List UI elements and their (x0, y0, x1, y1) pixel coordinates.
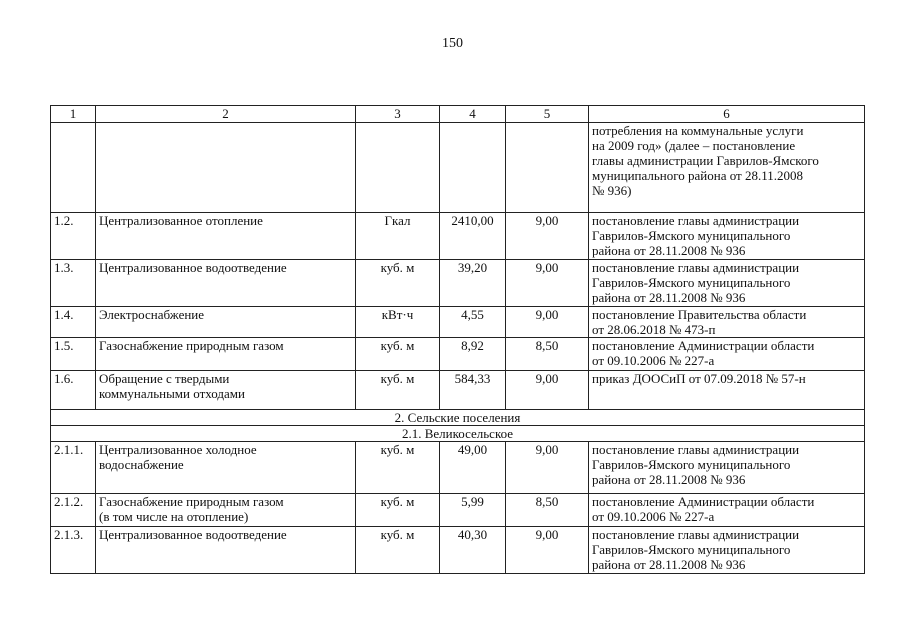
percent-cell: 9,00 (506, 527, 589, 574)
row-number-cell: 2.1.3. (51, 527, 96, 574)
table-row (51, 260, 865, 307)
unit-cell: куб. м (356, 527, 440, 574)
table-body (51, 123, 865, 574)
rate-cell: 8,92 (440, 338, 506, 371)
cell-line: Газоснабжение природным газом (99, 338, 284, 353)
cell-line: потребления на коммунальные услуги (592, 123, 804, 138)
rate-cell (440, 123, 506, 213)
cell-line: муниципального района от 28.11.2008 (592, 168, 804, 183)
cell-line: постановление Правительства области (592, 307, 807, 322)
cell-line: района от 28.11.2008 № 936 (592, 472, 746, 487)
document-cell (589, 307, 865, 338)
cell-line: Газоснабжение природным газом (99, 494, 284, 509)
document-cell (589, 260, 865, 307)
rate-cell: 49,00 (440, 442, 506, 494)
cell-line: Централизованное холодное (99, 442, 257, 457)
cell-line: постановление главы администрации (592, 442, 800, 457)
percent-cell: 8,50 (506, 338, 589, 371)
unit-cell: куб. м (356, 494, 440, 527)
percent-cell: 9,00 (506, 213, 589, 260)
document-cell (589, 371, 865, 410)
percent-cell (506, 123, 589, 213)
rate-cell: 2410,00 (440, 213, 506, 260)
cell-line: постановление главы администрации (592, 527, 800, 542)
section-row (51, 426, 865, 442)
cell-line: постановление главы администрации (592, 213, 800, 228)
cell-line: Гаврилов-Ямского муниципального (592, 457, 791, 472)
cell-line: от 09.10.2006 № 227-а (592, 353, 715, 368)
unit-cell: куб. м (356, 371, 440, 410)
header-cell: 1 (51, 106, 96, 123)
unit-cell: куб. м (356, 260, 440, 307)
document-cell (589, 527, 865, 574)
cell-line: № 936) (592, 183, 632, 198)
percent-cell: 9,00 (506, 442, 589, 494)
cell-line: коммунальными отходами (99, 386, 245, 401)
table-row (51, 123, 865, 213)
cell-line: от 09.10.2006 № 227-а (592, 509, 715, 524)
percent-cell: 9,00 (506, 371, 589, 410)
row-number-cell: 1.6. (51, 371, 96, 410)
unit-cell: кВт·ч (356, 307, 440, 338)
cell-line: постановление главы администрации (592, 260, 800, 275)
cell-line: постановление Администрации области (592, 494, 815, 509)
cell-line: постановление Администрации области (592, 338, 815, 353)
table-row (51, 213, 865, 260)
section-heading: 2. Сельские поселения (51, 410, 865, 426)
table-row (51, 338, 865, 371)
page-number: 150 (442, 36, 463, 51)
document-cell (589, 338, 865, 371)
cell-line: (в том числе на отопление) (99, 509, 249, 524)
percent-cell: 9,00 (506, 260, 589, 307)
header-cell: 6 (589, 106, 865, 123)
service-name-cell (96, 307, 356, 338)
header-row (51, 106, 865, 123)
cell-line: Централизованное водоотведение (99, 260, 287, 275)
section-row (51, 410, 865, 426)
cell-line: Централизованное водоотведение (99, 527, 287, 542)
percent-cell: 9,00 (506, 307, 589, 338)
cell-line: района от 28.11.2008 № 936 (592, 290, 746, 305)
row-number-cell: 1.2. (51, 213, 96, 260)
row-number-cell: 2.1.2. (51, 494, 96, 527)
row-number-cell: 1.4. (51, 307, 96, 338)
cell-line: района от 28.11.2008 № 936 (592, 243, 746, 258)
document-cell (589, 213, 865, 260)
cell-line: водоснабжение (99, 457, 184, 472)
cell-line: Обращение с твердыми (99, 371, 230, 386)
cell-line: приказ ДООСиП от 07.09.2018 № 57-н (592, 371, 806, 386)
service-name-cell (96, 338, 356, 371)
cell-line: Гаврилов-Ямского муниципального (592, 542, 791, 557)
document-cell (589, 494, 865, 527)
cell-line: Гаврилов-Ямского муниципального (592, 275, 791, 290)
row-number-cell: 2.1.1. (51, 442, 96, 494)
table-row (51, 371, 865, 410)
unit-cell (356, 123, 440, 213)
service-name-cell (96, 213, 356, 260)
header-cell: 2 (96, 106, 356, 123)
unit-cell: куб. м (356, 442, 440, 494)
rate-cell: 39,20 (440, 260, 506, 307)
service-name-cell (96, 527, 356, 574)
rate-cell: 584,33 (440, 371, 506, 410)
percent-cell: 8,50 (506, 494, 589, 527)
table-row (51, 527, 865, 574)
service-name-cell (96, 494, 356, 527)
header-cell: 3 (356, 106, 440, 123)
cell-line: на 2009 год» (далее – постановление (592, 138, 796, 153)
table-row (51, 307, 865, 338)
row-number-cell: 1.3. (51, 260, 96, 307)
rate-cell: 40,30 (440, 527, 506, 574)
section-heading: 2.1. Великосельское (51, 426, 865, 442)
cell-line: главы администрации Гаврилов-Ямского (592, 153, 819, 168)
rate-cell: 5,99 (440, 494, 506, 527)
unit-cell: Гкал (356, 213, 440, 260)
service-name-cell (96, 371, 356, 410)
document-cell (589, 123, 865, 213)
row-number-cell: 1.5. (51, 338, 96, 371)
cell-line: Централизованное отопление (99, 213, 263, 228)
document-cell (589, 442, 865, 494)
cell-line: от 28.06.2018 № 473-п (592, 322, 716, 337)
cell-line: Гаврилов-Ямского муниципального (592, 228, 791, 243)
header-cell: 5 (506, 106, 589, 123)
service-name-cell (96, 260, 356, 307)
table-row (51, 494, 865, 527)
service-name-cell (96, 442, 356, 494)
cell-line: Электроснабжение (99, 307, 205, 322)
unit-cell: куб. м (356, 338, 440, 371)
header-cell: 4 (440, 106, 506, 123)
tariff-table (50, 105, 865, 574)
rate-cell: 4,55 (440, 307, 506, 338)
service-name-cell (96, 123, 356, 213)
cell-line: района от 28.11.2008 № 936 (592, 557, 746, 572)
row-number-cell (51, 123, 96, 213)
table-row (51, 442, 865, 494)
